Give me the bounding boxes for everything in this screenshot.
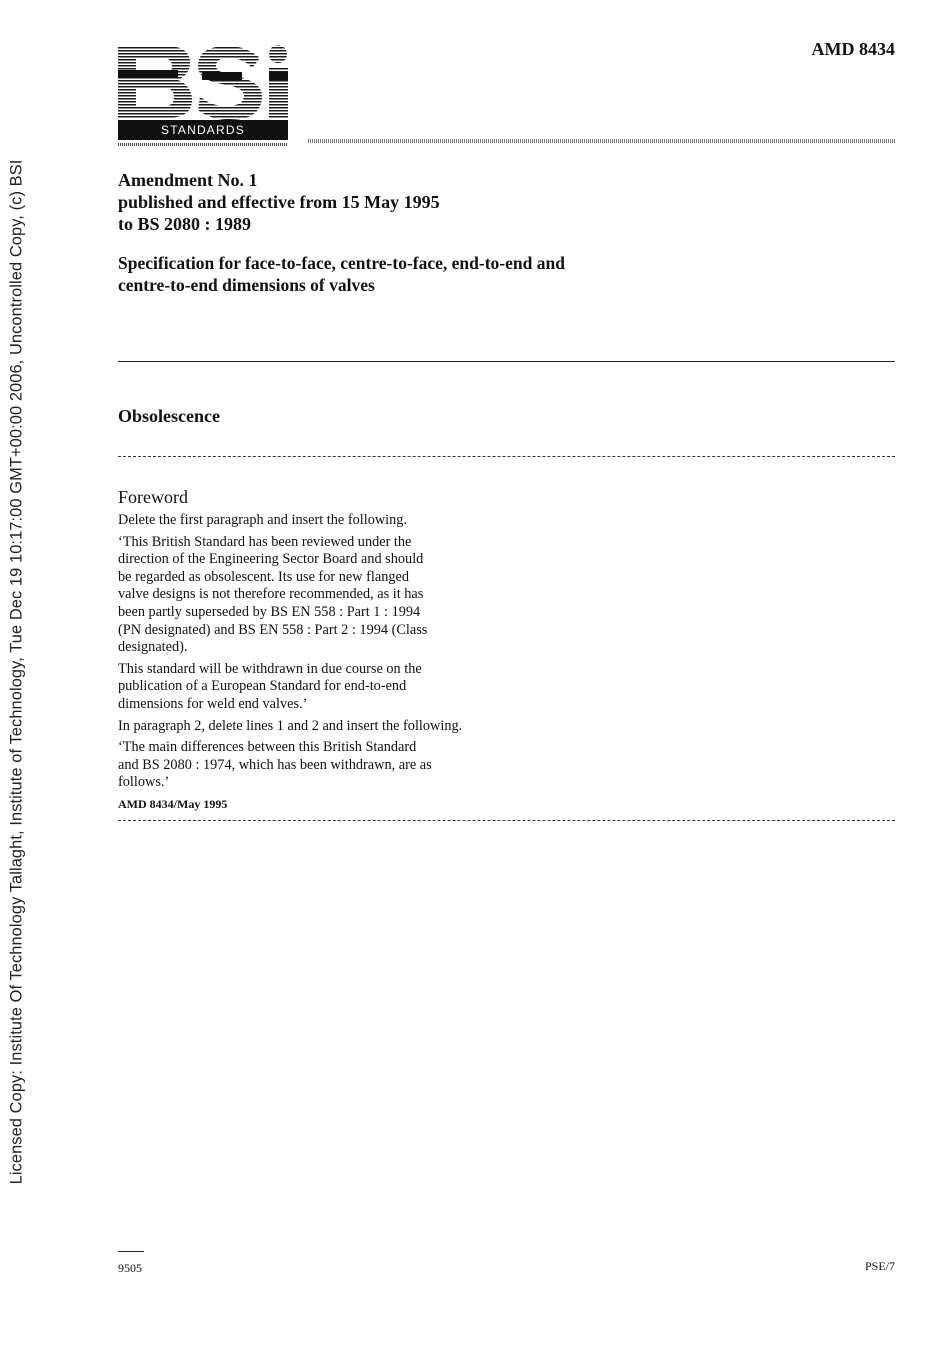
amendment-heading xyxy=(118,169,440,235)
logo-underline xyxy=(118,143,288,146)
bsi-logo-mark xyxy=(118,44,288,120)
text-line: designated). xyxy=(118,639,188,656)
paragraph-4: In paragraph 2, delete lines 1 and 2 and insert the following. xyxy=(118,717,463,734)
license-text: Licensed Copy: Institute Of Technology Tallaght, Institute of Technology, Tue Dec 19 10:17:00 GMT+00:00 2006, Uncontrolled Copy, (c) BSI xyxy=(7,159,26,1185)
text-line: be regarded as obsolescent. Its use for new flanged xyxy=(118,568,409,585)
footer-code-left: 9505 xyxy=(118,1261,142,1275)
text-line: and BS 2080 : 1974, which has been withdrawn, are as xyxy=(118,756,432,773)
text-line: valve designs is not therefore recommended, as it has xyxy=(118,586,424,603)
section-title: Obsolescence xyxy=(118,406,220,426)
text-line: direction of the Engineering Sector Board and should xyxy=(118,551,424,568)
standards-label: STANDARDS xyxy=(118,120,288,140)
text-line: ‘This British Standard has been reviewed under the xyxy=(118,533,412,550)
subject-line-2: centre-to-end dimensions of valves xyxy=(118,275,375,295)
text-line: ‘The main differences between this British Standard xyxy=(118,739,417,756)
text-line: been partly superseded by BS EN 558 : Part 1 : 1994 xyxy=(118,603,421,620)
amendment-standard: to BS 2080 : 1989 xyxy=(118,214,252,234)
section-divider xyxy=(118,361,895,362)
document-subject xyxy=(118,252,565,296)
paragraph-1: Delete the first paragraph and insert the following. xyxy=(118,512,408,528)
amendment-effective-date: published and effective from 15 May 1995 xyxy=(118,192,440,212)
footer-rule xyxy=(118,1251,144,1252)
license-watermark xyxy=(0,0,34,1345)
amd-reference: AMD 8434 xyxy=(811,39,895,59)
dashed-rule-top xyxy=(118,456,895,457)
paragraph-5 xyxy=(118,739,558,792)
text-line: This standard will be withdrawn in due course on the xyxy=(118,660,422,677)
amendment-body xyxy=(118,512,558,814)
paragraph-3 xyxy=(118,661,558,714)
section-subtitle: Foreword xyxy=(118,487,188,507)
subject-line-1: Specification for face-to-face, centre-to-face, end-to-end and xyxy=(118,253,565,273)
paragraph-2 xyxy=(118,534,558,657)
footer-code-right: PSE/7 xyxy=(864,1259,895,1273)
text-line: dimensions for weld end valves.’ xyxy=(118,695,308,712)
amendment-number: Amendment No. 1 xyxy=(118,170,258,190)
text-line: follows.’ xyxy=(118,774,170,791)
text-line: (PN designated) and BS EN 558 : Part 2 : 1994 (Class xyxy=(118,621,428,638)
dashed-rule-bottom xyxy=(118,820,895,821)
header-dotted-rule xyxy=(308,139,895,143)
text-line: publication of a European Standard for end-to-end xyxy=(118,678,407,695)
amendment-signature: AMD 8434/May 1995 xyxy=(118,796,228,811)
bsi-logo xyxy=(118,44,290,150)
